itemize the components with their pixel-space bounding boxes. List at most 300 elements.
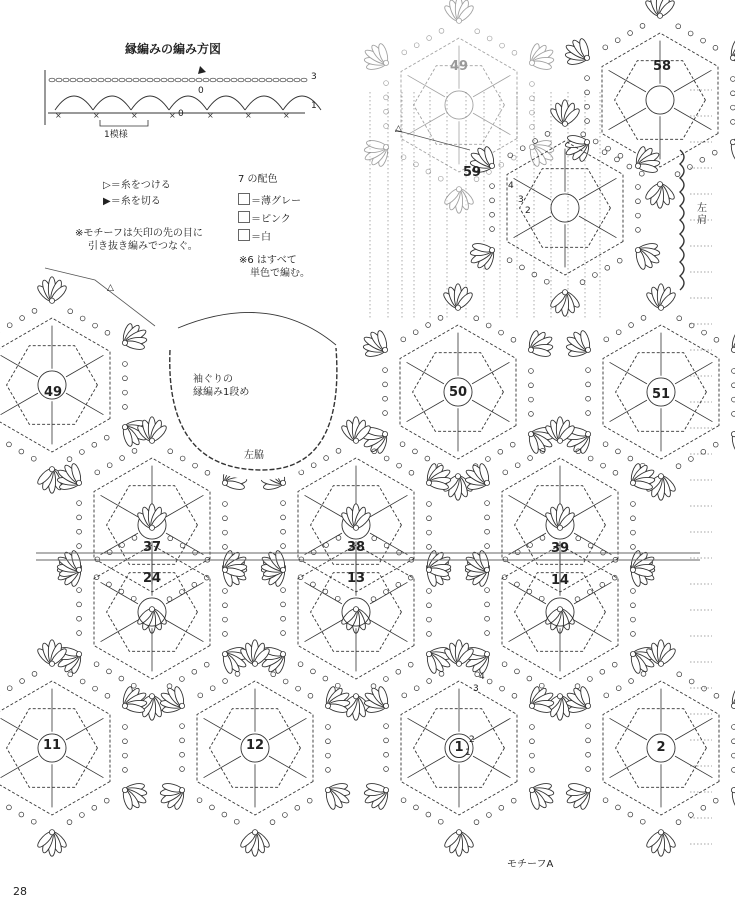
chain-stitch [675,172,680,177]
edging-chain [238,78,244,82]
edging-chain [259,78,265,82]
armhole-label-line-2: 縁編み1段め [193,387,250,398]
chain-stitch [311,463,316,468]
chain-stitch [80,679,85,684]
chain-stitch [168,536,173,541]
edging-chain [126,78,132,82]
petal-base [456,661,461,666]
chain-stitch [628,812,633,817]
petal-base [630,652,635,657]
chain-stitch [19,449,24,454]
petal-base [584,55,589,60]
edging-mark-a: 0 [198,86,204,96]
chain-stitch [7,805,12,810]
edging-chain [56,78,62,82]
motif-spoke [579,178,616,200]
chain-stitch [474,820,479,825]
chain-stitch [7,686,12,691]
chain-stitch [401,798,406,803]
petal-base [456,187,461,192]
chain-stitch [93,686,98,691]
color-scheme-title: 7 の配色 [238,174,278,185]
petal-base [252,830,257,835]
edging-chain [203,78,209,82]
edging-x-mark: × [55,111,62,120]
chain-stitch [283,813,288,818]
petal-base [585,347,590,352]
chain-stitch [631,632,636,637]
round-label-3-top: 3 [518,195,524,205]
petal-base [562,290,567,295]
chain-stitch [180,752,185,757]
chain-stitch [93,323,98,328]
chain-stitch [92,805,97,810]
left-guide-line [45,268,155,326]
motif-a-label: モチーフA [507,859,554,870]
chain-stitch [586,396,591,401]
chain-stitch [732,739,735,744]
chain-stitch [512,693,517,698]
chain-stitch [426,812,431,817]
motif-number-2: 2 [656,740,666,755]
motif-center-ring [551,194,579,222]
chain-stitch [586,368,591,373]
chain-stitch [427,545,432,550]
petal-base [585,703,590,708]
chain-stitch [180,767,185,772]
petal-base [484,567,489,572]
chain-stitch [600,669,605,674]
chain-stitch [631,516,636,521]
chain-stitch [532,272,537,277]
chain-stitch [107,669,112,674]
motif-spoke [574,495,611,517]
chain-stitch [639,171,644,176]
repeat-bracket [100,120,148,126]
chain-stitch [95,470,100,475]
chain-stitch [676,24,681,29]
round-label-1: 1 [465,748,471,758]
edging-chain [175,78,181,82]
petal-base [122,788,127,793]
chain-stitch [475,29,480,34]
chain-stitch [486,457,491,462]
chain-stitch [485,529,490,534]
chain-stitch [487,36,492,41]
chain-stitch [487,813,492,818]
edging-chain [294,78,300,82]
chain-stitch [503,470,508,475]
motif-spoke [408,75,445,97]
motif-spoke [66,756,103,778]
chain-stitch [485,616,490,621]
chain-stitch [324,456,329,461]
chain-stitch [427,632,432,637]
chain-stitch [593,273,598,278]
motif-spoke [509,620,546,642]
edging-title: 縁編みの編み方図 [125,42,222,56]
chain-stitch [713,442,718,447]
edging-chain [217,78,223,82]
chain-stitch [439,671,444,676]
motif-spoke [305,620,342,642]
chain-stitch [311,550,316,555]
chain-stitch [636,213,641,218]
chain-stitch [77,602,82,607]
chain-stitch [545,131,550,136]
chain-stitch [396,669,401,674]
chain-stitch [530,739,535,744]
motif-spoke [269,756,306,778]
chain-stitch [688,31,693,36]
cut-thread-legend [103,192,161,207]
chain-stitch [511,337,516,342]
motif-spoke [675,362,712,384]
edging-chain [91,78,97,82]
petal-base [731,432,735,437]
chain-stitch [612,575,617,580]
petal-base [557,607,562,612]
chain-stitch [223,516,228,521]
motif-number-59: 59 [462,165,482,180]
chain-stitch [281,515,286,520]
edging-chain [105,78,111,82]
chain-stitch [490,184,495,189]
chain-stitch [731,77,735,82]
round-label-2: 2 [469,735,475,745]
chain-stitch [500,686,505,691]
petal-base [630,567,635,572]
chain-stitch [198,693,203,698]
chain-stitch [204,575,209,580]
chain-stitch [123,768,128,773]
edging-chain [266,78,272,82]
motif-number-24: 24 [142,571,162,586]
motif-spoke [473,756,510,778]
chain-stitch [701,38,706,43]
chain-stitch [31,819,36,824]
chain-stitch [631,617,636,622]
chain-stitch [631,530,636,535]
edging-x-mark: × [131,111,138,120]
petal-base [730,55,735,60]
chain-stitch [604,693,609,698]
chain-stitch [427,589,432,594]
petal-base [557,694,562,699]
chain-stitch [281,501,286,506]
petal-base [585,432,590,437]
motif-spoke [609,70,646,92]
chain-stitch [613,470,618,475]
chain-stitch [731,105,735,110]
chain-stitch [205,470,210,475]
chain-stitch [732,383,735,388]
chain-stitch [192,669,197,674]
color-note-line-2: 単色で編む。 [250,268,310,279]
chain-stitch [296,686,301,691]
chain-stitch [511,798,516,803]
chain-stitch [676,464,681,469]
petal-base [635,248,640,253]
petal-base [49,830,54,835]
chain-stitch [529,369,534,374]
chain-stitch [529,383,534,388]
motif-number-11: 11 [42,738,62,753]
chain-stitch [384,677,389,682]
chain-stitch [713,45,718,50]
motif-spoke [370,495,407,517]
side-seam-label: 左脇 [244,450,264,461]
motif-spoke [610,400,647,422]
edging-chain [196,78,202,82]
petal-base [122,340,127,345]
chain-stitch [401,337,406,342]
chain-stitch [384,724,389,729]
chain-stitch [80,813,85,818]
chain-stitch [384,456,389,461]
chain-stitch [593,139,598,144]
motif-spoke [305,582,342,604]
motif-spoke [269,718,306,740]
chain-stitch [402,50,407,55]
motif-spoke [509,495,546,517]
chain-stitch [427,36,432,41]
cut-thread-icon: ▶ [103,196,111,207]
chain-stitch [408,662,413,667]
color-label-gray: ＝薄グレー [251,196,301,207]
chain-stitch [485,631,490,636]
chain-stitch [123,405,128,410]
petal-base [529,145,534,150]
edging-row-label-3: 3 [311,72,317,82]
petal-base [657,182,662,187]
chain-stitch [529,397,534,402]
chain-stitch [601,463,606,468]
petal-base [730,140,735,145]
chain-stitch [20,316,25,321]
petal-base [179,703,184,708]
chain-stitch [77,616,82,621]
edging-chain [147,78,153,82]
chain-stitch [427,603,432,608]
chain-stitch [515,550,520,555]
petal-base [122,425,127,430]
motif-spoke [101,582,138,604]
chain-stitch [180,456,185,461]
petal-base [149,438,154,443]
chain-stitch [586,738,591,743]
chain-stitch [180,738,185,743]
petal-base [484,480,489,485]
chain-stitch [485,602,490,607]
motif-number-38: 38 [346,540,366,555]
chain-stitch [585,104,590,109]
petal-base [489,248,494,253]
color-label-white: ＝白 [251,232,271,243]
attach-thread-label: ＝糸をつける [110,180,171,191]
triangle-mark-left: △ [107,283,114,293]
chain-stitch [515,463,520,468]
chain-stitch [104,798,109,803]
petal-base [382,432,387,437]
chain-stitch [92,442,97,447]
motif-number-1: 1 [449,738,469,758]
chain-stitch [520,146,525,151]
petal-base [557,438,562,443]
petal-base [149,525,154,530]
motif-center-ring [646,86,674,114]
chain-stitch [77,501,82,506]
chain-stitch [107,463,112,468]
chain-stitch [616,686,621,691]
petal-base [353,607,358,612]
chain-stitch [427,502,432,507]
chain-stitch [326,739,331,744]
chain-stitch [281,529,286,534]
motif-number-13: 13 [346,571,366,586]
chain-stitch [402,693,407,698]
chain-stitch [529,412,534,417]
color-label-pink: ＝ピンク [251,214,291,225]
chain-stitch [427,516,432,521]
chain-stitch [7,323,12,328]
chain-stitch [580,280,585,285]
chain-stitch [487,679,492,684]
chain-stitch [631,603,636,608]
armhole-label-line-1: 袖ぐりの [193,374,233,385]
edging-chain [133,78,139,82]
chain-stitch [586,752,591,757]
chain-stitch [485,501,490,506]
petal-base [280,480,285,485]
chain-stitch [714,693,719,698]
petal-base [529,60,534,65]
chain-stitch [606,146,611,151]
color-swatch-white [238,229,250,241]
motif [565,0,735,208]
edging-row-label-1: 1 [311,101,317,111]
chain-stitch [414,805,419,810]
page-number: 28 [13,885,27,898]
motif-spoke [101,620,138,642]
chain-stitch [586,382,591,387]
chain-stitch [615,38,620,43]
edging-chain [161,78,167,82]
chain-stitch [384,81,389,86]
chain-stitch [588,543,593,548]
edging-chain [49,78,55,82]
chain-stitch [585,90,590,95]
petal-base [731,347,735,352]
petal-base [731,788,735,793]
motif-spoke [675,400,712,422]
edging-repeat-label: 1模様 [104,130,128,140]
motif-spoke [674,108,711,130]
attach-thread-legend [103,176,171,191]
chain-stitch [32,308,37,313]
chain-stitch [197,798,202,803]
chain-stitch [223,679,228,684]
petal-base [731,703,735,708]
petal-base [529,788,534,793]
motif-spoke [574,582,611,604]
chain-stitch [677,316,682,321]
petal-base [426,652,431,657]
chain-stitch [616,449,621,454]
chain-stitch [283,679,288,684]
chain-stitch [384,738,389,743]
chain-stitch [701,805,706,810]
chain-stitch [413,449,418,454]
chain-stitch [438,315,443,320]
petal-base [149,607,154,612]
chain-stitch [119,676,124,681]
chain-stitch [702,330,707,335]
chain-stitch [193,463,198,468]
motif-spoke [407,400,444,422]
chain-stitch [383,411,388,416]
chain-stitch [490,198,495,203]
chain-stitch [640,23,645,28]
chain-stitch [427,530,432,535]
chain-stitch [7,442,12,447]
motif-number-37: 37 [142,540,162,555]
motif-number-39: 39 [550,541,570,556]
chain-stitch [31,456,36,461]
motif-spoke [370,582,407,604]
chain-stitch [510,442,515,447]
petal-base [49,661,54,666]
petal-base [353,438,358,443]
chain-stitch [636,185,641,190]
chain-stitch [530,768,535,773]
chain-stitch [732,397,735,402]
edging-chain [140,78,146,82]
chain-stitch [223,603,228,608]
chain-stitch [605,265,610,270]
chain-stitch [105,693,110,698]
chain-stitch [131,683,136,688]
chain-stitch [132,448,137,453]
petal-base [383,60,388,65]
motif-spoke [408,113,445,135]
petal-base [658,830,663,835]
edging-chain [119,78,125,82]
petal-base [455,474,460,479]
chain-stitch [234,819,239,824]
petal-base [179,788,184,793]
motif-spoke [574,620,611,642]
chain-stitch [223,617,228,622]
chain-stitch [628,31,633,36]
chain-stitch [384,752,389,757]
join-note-line-2: 引き抜き編みでつなぐ。 [88,241,198,252]
chain-stitch [414,686,419,691]
chain-stitch [210,805,215,810]
chain-stitch [281,544,286,549]
edging-chain [280,78,286,82]
chain-stitch [120,456,125,461]
petal-base [353,694,358,699]
petal-base [280,652,285,657]
chain-stitch [223,589,228,594]
chain-stitch [94,662,99,667]
chain-stitch [270,820,275,825]
chain-stitch [104,435,109,440]
petal-base [635,163,640,168]
chain-stitch [604,337,609,342]
motif-spoke [674,70,711,92]
